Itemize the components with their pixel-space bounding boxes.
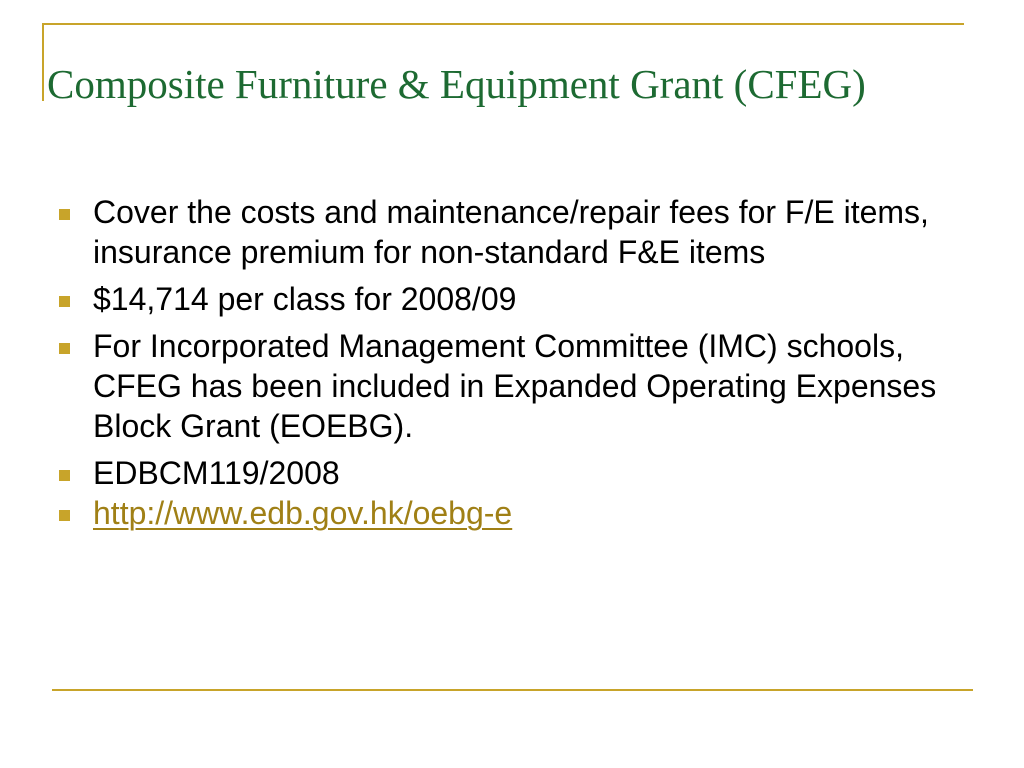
- bullet-item-link: [57, 493, 957, 533]
- bullet-text-imc: For Incorporated Management Committee (IMC) schools, CFEG has been included in Expanded Operating Expenses Block Grant (EOEBG).: [93, 328, 937, 444]
- bullet-item-costs: [57, 192, 957, 272]
- bullet-text-circular: EDBCM119/2008: [93, 455, 340, 491]
- bullet-item-imc: [57, 326, 957, 446]
- square-bullet-icon: [59, 510, 70, 521]
- bullet-item-per-class: [57, 279, 957, 319]
- bullet-text-per-class: $14,714 per class for 2008/09: [93, 281, 517, 317]
- frame-bottom-line: [52, 689, 973, 691]
- frame-left-line: [42, 23, 44, 101]
- bullet-text-costs: Cover the costs and maintenance/repair fees for F/E items, insurance premium for non-standard F&E items: [93, 194, 929, 270]
- square-bullet-icon: [59, 470, 70, 481]
- bullet-list: [57, 192, 957, 533]
- frame-top-line: [42, 23, 964, 25]
- oebg-link[interactable]: http://www.edb.gov.hk/oebg-e: [93, 495, 513, 531]
- square-bullet-icon: [59, 343, 70, 354]
- square-bullet-icon: [59, 209, 70, 220]
- slide-title: Composite Furniture & Equipment Grant (CFEG): [47, 61, 866, 107]
- bullet-item-circular: [57, 453, 957, 493]
- square-bullet-icon: [59, 296, 70, 307]
